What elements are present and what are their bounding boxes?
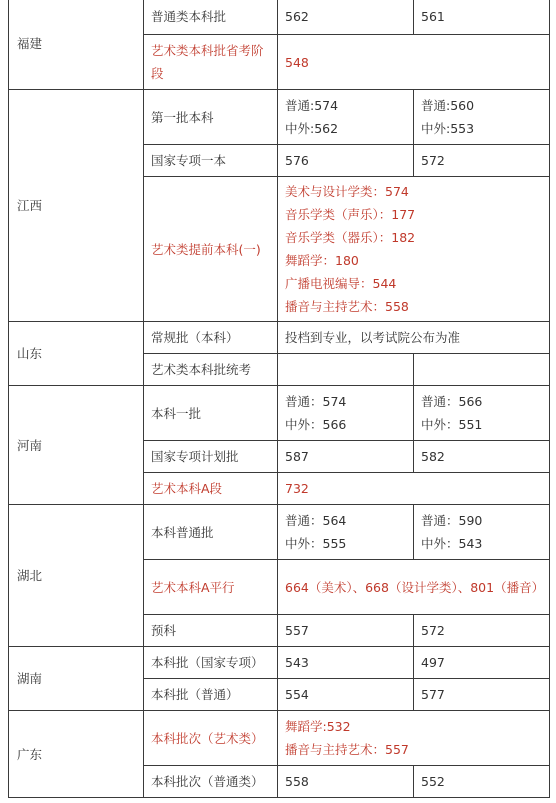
score-cell: 投档到专业，以考试院公布为准: [278, 322, 550, 354]
score-cell: 577: [414, 679, 550, 711]
province-cell: 江西: [9, 90, 144, 322]
score-line: 音乐学类（声乐）：177: [285, 207, 416, 222]
score-cell: [278, 177, 550, 322]
score-cell: 554: [278, 679, 414, 711]
batch-cell: 国家专项计划批: [144, 441, 278, 473]
score-cell: [278, 386, 414, 441]
batch-cell: 国家专项一本: [144, 145, 278, 177]
batch-cell: 本科批（国家专项）: [144, 647, 278, 679]
score-line: 美术与设计学类：574: [285, 184, 409, 199]
batch-cell: 本科批次（普通类）: [144, 766, 278, 798]
batch-cell: 本科批次（艺术类）: [144, 711, 278, 766]
score-line: 播音与主持艺术：557: [285, 742, 409, 757]
table-row: [9, 505, 550, 560]
score-cell: 548: [278, 35, 550, 90]
table-row: [9, 90, 550, 145]
score-cell: 558: [278, 766, 414, 798]
batch-cell: 艺术本科A平行: [144, 560, 278, 615]
score-line: 中外:562: [285, 121, 339, 136]
batch-cell: 常规批（本科）: [144, 322, 278, 354]
batch-cell: 艺术类提前本科(一): [144, 177, 278, 322]
score-line: 舞蹈学:532: [285, 719, 351, 734]
score-cell: 543: [278, 647, 414, 679]
table-row: [9, 711, 550, 766]
score-line: 音乐学类（器乐）：182: [285, 230, 416, 245]
score-cell: 562: [278, 0, 414, 35]
batch-cell: 本科一批: [144, 386, 278, 441]
province-cell: 广东: [9, 711, 144, 798]
score-line: 普通：574: [285, 394, 347, 409]
score-cell: 582: [414, 441, 550, 473]
batch-cell: 第一批本科: [144, 90, 278, 145]
province-cell: 福建: [9, 0, 144, 90]
score-cell: 557: [278, 615, 414, 647]
score-line: 中外：543: [421, 536, 483, 551]
table-row: [9, 322, 550, 354]
batch-cell: 艺术本科A段: [144, 473, 278, 505]
score-cell: [278, 90, 414, 145]
score-line: 中外：555: [285, 536, 347, 551]
batch-cell: 本科普通批: [144, 505, 278, 560]
score-line: 普通:574: [285, 98, 339, 113]
batch-cell: 艺术类本科批统考: [144, 354, 278, 386]
score-cell: 561: [414, 0, 550, 35]
score-line: 普通：566: [421, 394, 483, 409]
batch-cell: 预科: [144, 615, 278, 647]
table-row: [9, 386, 550, 441]
province-cell: 湖南: [9, 647, 144, 711]
score-cell-empty: [414, 354, 550, 386]
score-cell: 664（美术）、668（设计学类）、801（播音）: [278, 560, 550, 615]
score-cell: 732: [278, 473, 550, 505]
score-cell: 497: [414, 647, 550, 679]
province-cell: 山东: [9, 322, 144, 386]
province-cell: 河南: [9, 386, 144, 505]
score-cell-empty: [278, 354, 414, 386]
score-cell: 576: [278, 145, 414, 177]
score-cell: [278, 505, 414, 560]
score-line: 播音与主持艺术：558: [285, 299, 409, 314]
score-cell: [414, 505, 550, 560]
batch-cell: 普通类本科批: [144, 0, 278, 35]
score-line: 普通：590: [421, 513, 483, 528]
score-line: 广播电视编导：544: [285, 276, 397, 291]
table-row: [9, 0, 550, 35]
score-line: 中外：566: [285, 417, 347, 432]
batch-cell: 艺术类本科批省考阶段: [144, 35, 278, 90]
score-line: 中外:553: [421, 121, 475, 136]
score-line: 普通:560: [421, 98, 475, 113]
admission-score-table: [8, 0, 550, 798]
score-cell: 572: [414, 145, 550, 177]
score-cell: 552: [414, 766, 550, 798]
score-line: 普通：564: [285, 513, 347, 528]
score-cell: [278, 711, 550, 766]
score-cell: [414, 386, 550, 441]
table-row: [9, 647, 550, 679]
score-cell: [414, 90, 550, 145]
score-line: 舞蹈学：180: [285, 253, 359, 268]
score-cell: 587: [278, 441, 414, 473]
province-cell: 湖北: [9, 505, 144, 647]
score-cell: 572: [414, 615, 550, 647]
score-line: 中外：551: [421, 417, 483, 432]
batch-cell: 本科批（普通）: [144, 679, 278, 711]
